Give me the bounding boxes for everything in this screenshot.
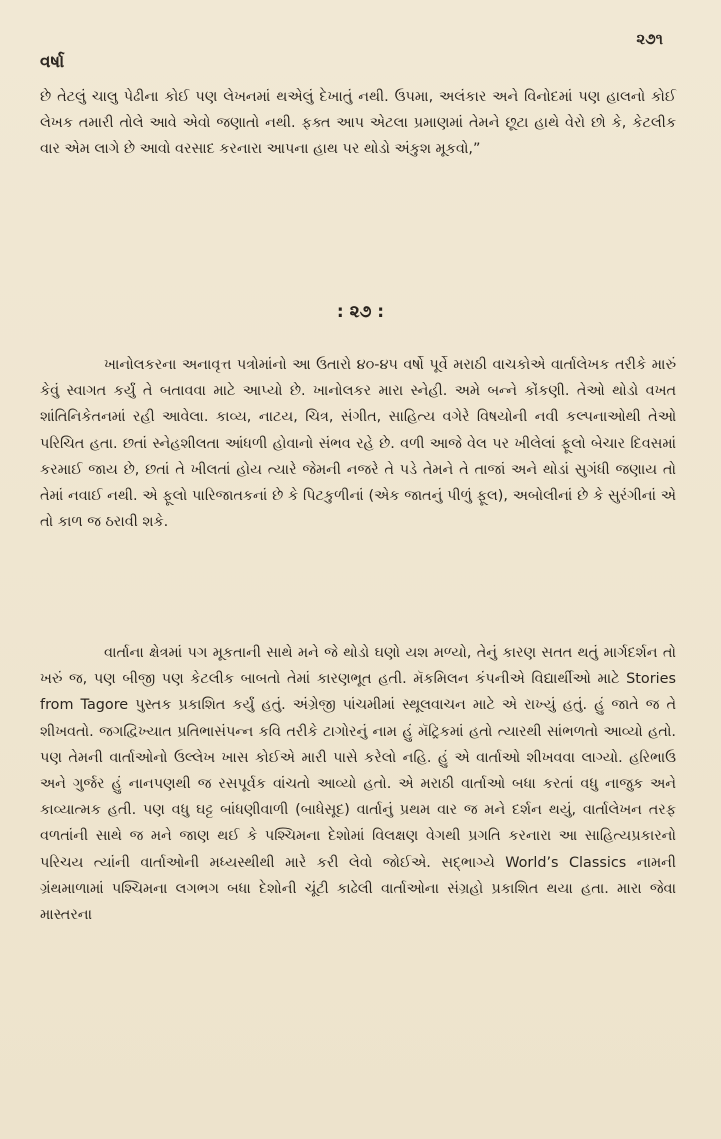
page-number: ૨૭૧ [636,30,663,48]
paragraph-2: ખાનોલકરના અનાવૃત્ત પત્રોમાંનો આ ઉતારો ૪૦-૪૫ વર્ષો પૂર્વે મરાઠી વાચકોએ વાર્તાલેખક તરીકે મારું કેવું સ્વાગત કર્યું તે બતાવવા માટે આપ્યો છે. ખાનોલકર મારા સ્નેહી. અમે બન્ને કોંકણી. તેઓ થોડો વખત શાંતિનિકેતનમાં રહી આવેલા. કાવ્ય, નાટય, ચિત્ર, સંગીત, સાહિત્ય વગેરે વિષયોની નવી કલ્પનાઓથી તેઓ પરિચિત હતા. છતાં સ્નેહશીલતા આંધળી હોવાનો સંભવ રહે છે. વળી આજે વેલ પર ખીલેલાં ફૂલો બેચાર દિવસમાં કરમાઈ જાય છે, છતાં તે ખીલતાં હોય ત્યારે જેમની નજરે તે પડે તેમને તે તાજાં અને થોડાં સુગંધી જણાય તો તેમાં નવાઈ નથી. એ ફૂલો પારિજાતકનાં છે કે પિટકુળીનાં (એક જાતનું પીળું ફૂલ), અબોલીનાં છે કે સુરંગીનાં એ તો કાળ જ ઠરાવી શકે. [40,357,676,531]
running-header-title: વર્ષા [40,52,65,72]
paragraph-3: વાર્તાના ક્ષેત્રમાં પગ મૂકતાની સાથે મને જે થોડો ઘણો યશ મળ્યો, તેનું કારણ સતત થતું માર્ગદર્શન તો ખરું જ, પણ બીજી પણ કેટલીક બાબતો તેમાં કારણભૂત હતી. મૅકમિલન કંપનીએ વિદ્યાર્થીઓ માટે Stories from Tagore પુસ્તક પ્રકાશિત કર્યું હતું. અંગ્રેજી પાંચમીમાં સ્થૂલવાચન માટે એ રાખ્યું હતું. હું જાતે જ તે શીખવતો. જગદ્વિખ્યાત પ્રતિભાસંપન્ન કવિ તરીકે ટાગોરનું નામ હું મૅટ્રિકમાં હતો ત્યારથી સાંભળતો આવ્યો હતો. પણ તેમની વાર્તાઓનો ઉલ્લેખ ખાસ કોઈએ મારી પાસે કરેલો નહિ. હું એ વાર્તાઓ શીખવવા લાગ્યો. હરિભાઉ અને ગુર્જર હું નાનપણથી જ રસપૂર્વક વાંચતો આવ્યો હતો. એ મરાઠી વાર્તાઓ બધા કરતાં વધુ નાજુક અને કાવ્યાત્મક હતી. પણ વધુ ઘટ્ટ બાંધણીવાળી (બાધેસૂદ) વાર્તાનું પ્રથમ વાર જ મને દર્શન થયું, વાર્તાલેખન તરફ વળતાંની સાથે જ મને જાણ થઈ કે પશ્ચિમના દેશોમાં વિલક્ષણ વેગથી પ્રગતિ કરનારા આ સાહિત્યપ્રકારનો પરિચય ત્યાંની વાર્તાઓની મધ્યસ્થીથી મારે કરી લેવો જોઈએ. સદ્ભાગ્યે World’s Classics નામની ગ્રંથમાળામાં પશ્ચિમના લગભગ બધા દેશોની ચૂંટી કાઢેલી વાર્તાઓના સંગ્રહો પ્રકાશિત થયા હતા. મારા જેવા માસ્તરના [40,645,676,924]
section-marker: : ૨૭ : [336,302,385,322]
paragraph-1: છે તેટલું ચાલુ પેઢીના કોઈ પણ લેખનમાં થએલું દેખાતું નથી. ઉપમા, અલંકાર અને વિનોદમાં પણ હાલનો કોઈ લેખક તમારી તોલે આવે એવો જણાતો નથી. ફક્ત આપ એટલા પ્રમાણમાં તેમને છૂટા હાથે વેરો છો કે, કેટલીક વાર એમ લાગે છે આવો વરસાદ કરનારા આપના હાથ પર થોડો અંકુશ મૂકવો,” [40,89,676,158]
